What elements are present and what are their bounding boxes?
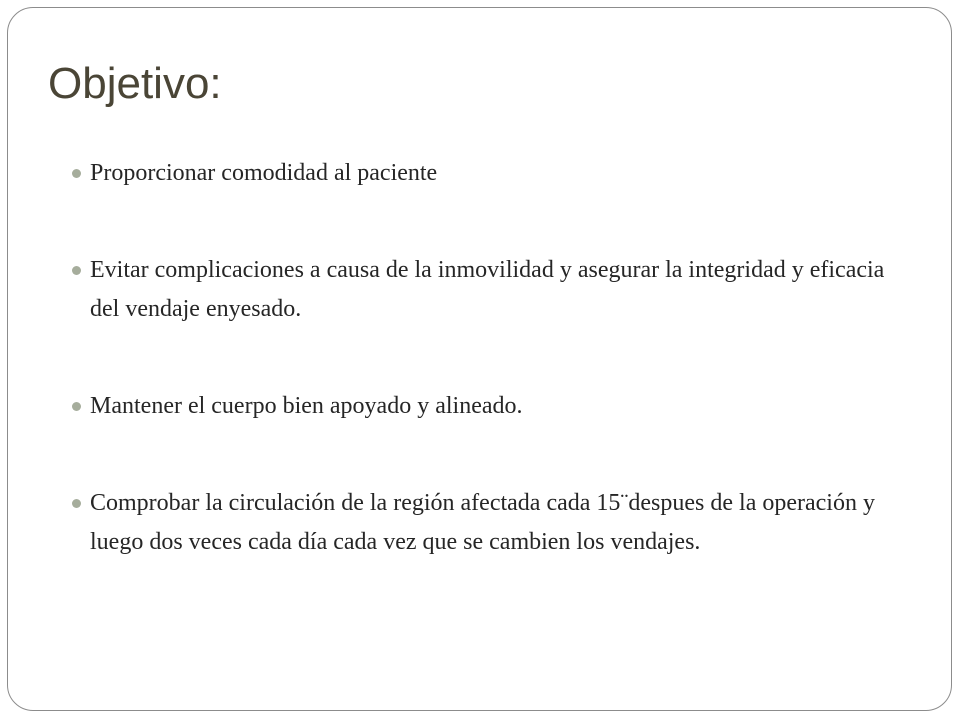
bullet-item	[72, 251, 892, 329]
bullet-item	[72, 387, 892, 426]
bullet-dot-icon	[72, 499, 81, 508]
bullet-dot-icon	[72, 266, 81, 275]
bullet-text: Proporcionar comodidad al paciente	[90, 160, 438, 186]
bullet-text: Comprobar la circulación de la región afectada cada 15¨despues de la operación y luego dos veces cada día cada vez que se cambien los vendajes.	[90, 490, 875, 555]
bullet-dot-icon	[72, 169, 81, 178]
bullet-dot-icon	[72, 402, 81, 411]
slide-frame	[7, 7, 952, 711]
bullet-item	[72, 484, 892, 562]
bullet-text: Mantener el cuerpo bien apoyado y alineado.	[90, 393, 523, 419]
bullet-text: Evitar complicaciones a causa de la inmovilidad y asegurar la integridad y eficacia del vendaje enyesado.	[90, 257, 885, 322]
bullet-item	[72, 154, 892, 193]
slide-title: Objetivo:	[48, 59, 222, 108]
bullet-list	[72, 154, 892, 562]
